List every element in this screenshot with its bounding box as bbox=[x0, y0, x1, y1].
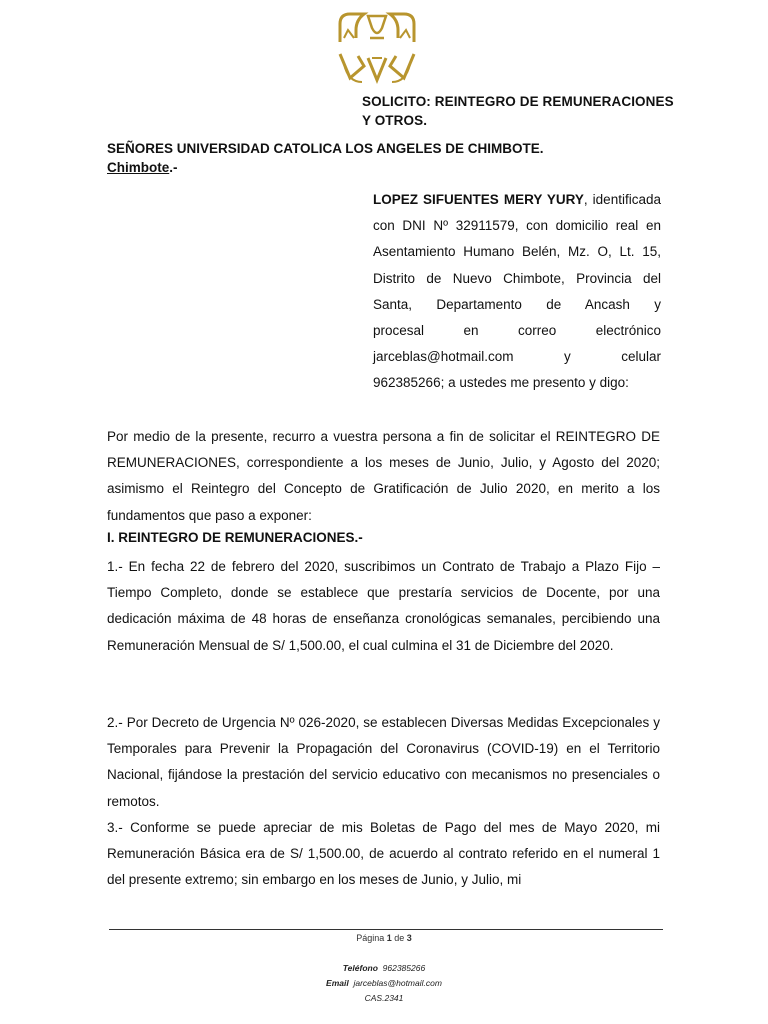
phone-value: 962385266 bbox=[382, 963, 426, 973]
page-current: 1 bbox=[386, 933, 392, 943]
page-label: Página bbox=[356, 933, 385, 943]
applicant-name: LOPEZ SIFUENTES MERY YURY bbox=[373, 192, 584, 207]
addressee-city-suffix: .- bbox=[169, 160, 178, 175]
identification-line: jarceblas@hotmail.com y celular bbox=[373, 349, 661, 365]
intro-paragraph: Por medio de la presente, recurro a vuestra persona a fin de solicitar el REINTEGRO DE REMUNERACIONES, correspondiente a los meses de Junio, Julio, y Agosto del 2020; asimismo el Reintegro del Concepto de Gratificación de Julio 2020, en merito a los fundamentos que paso a exponer: bbox=[107, 429, 660, 523]
identification-line: Asentamiento Humano Belén, Mz. O, Lt. 15, bbox=[373, 244, 661, 260]
subject-block bbox=[362, 92, 692, 130]
subject-line: Y OTROS. bbox=[362, 113, 428, 128]
identification-line: Santa, Departamento de Ancash y bbox=[373, 296, 661, 312]
identification-line: Distrito de Nuevo Chimbote, Provincia del bbox=[373, 270, 661, 286]
footer-divider bbox=[109, 929, 663, 930]
point-2-paragraph: 2.- Por Decreto de Urgencia Nº 026-2020, se establecen Diversas Medidas Excepcionales y Temporales para Prevenir la Propagación del Coronavirus (COVID-19) en el Territorio Nacional, fijándose la prestación del servicio educativo con mecanismos no presenciales o remotos. bbox=[107, 715, 660, 809]
identification-block bbox=[373, 187, 661, 397]
identification-line: 962385266; a ustedes me presento y digo: bbox=[373, 375, 629, 391]
page-of: de bbox=[394, 933, 405, 943]
page-number bbox=[0, 933, 768, 943]
section-heading: I. REINTEGRO DE REMUNERACIONES.- bbox=[107, 530, 363, 545]
addressee-city: Chimbote bbox=[107, 160, 170, 175]
email-value: jarceblas@hotmail.com bbox=[353, 978, 442, 988]
addressee-line: SEÑORES UNIVERSIDAD CATOLICA LOS ANGELES DE CHIMBOTE. bbox=[107, 141, 544, 156]
footer-cas: CAS.2341 bbox=[364, 993, 404, 1003]
identification-line bbox=[373, 187, 661, 213]
email-label: Email bbox=[326, 978, 349, 988]
point-3-paragraph: 3.- Conforme se puede apreciar de mis Boletas de Pago del mes de Mayo 2020, mi Remuneración Básica era de S/ 1,500.00, de acuerdo al contrato referido en el numeral 1 del presente extremo; sin embargo en los meses de Junio, y Julio, mi bbox=[107, 820, 660, 888]
subject-line: SOLICITO: REINTEGRO DE REMUNERACIONES bbox=[362, 94, 674, 109]
phone-label: Teléfono bbox=[342, 963, 378, 973]
identification-line-text: , identificada bbox=[583, 192, 661, 207]
addressee-city-line bbox=[107, 158, 667, 177]
footer-email bbox=[0, 978, 768, 988]
point-1-paragraph: 1.- En fecha 22 de febrero del 2020, suscribimos un Contrato de Trabajo a Plazo Fijo – Tiempo Completo, donde se establece que prestaría servicios de Docente, por una dedicación máxima de 48 horas de enseñanza cronológicas semanales, percibiendo una Remuneración Mensual de S/ 1,500.00, el cual culmina el 31 de Diciembre del 2020. bbox=[107, 559, 660, 653]
addressee-block bbox=[107, 139, 667, 177]
identification-line: con DNI Nº 32911579, con domicilio real en bbox=[373, 218, 661, 234]
page-total: 3 bbox=[406, 933, 412, 943]
identification-line: procesal en correo electrónico bbox=[373, 323, 661, 339]
footer-phone bbox=[0, 963, 768, 973]
ornamental-logo-icon bbox=[334, 8, 420, 88]
